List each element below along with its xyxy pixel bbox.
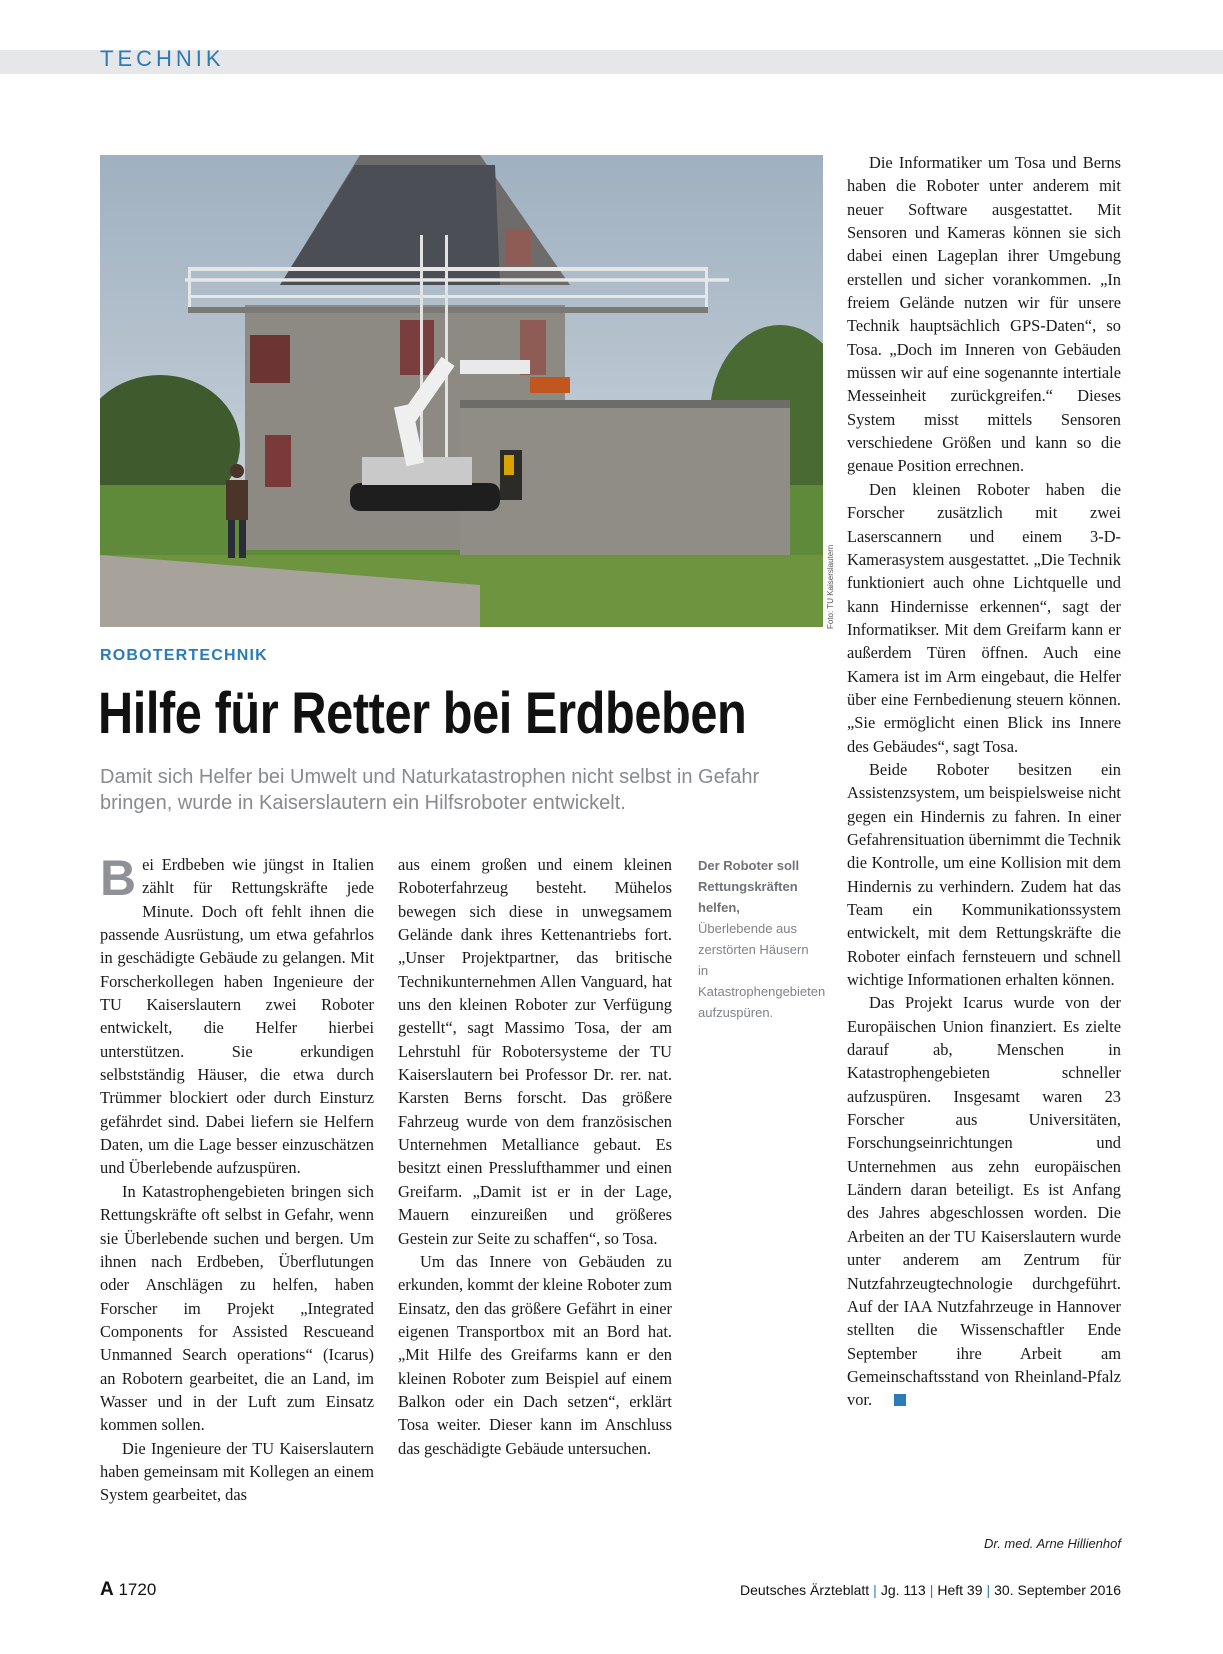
- paragraph: Um das Innere von Gebäuden zu erkunden, kommt der kleine Roboter zum Einsatz, den das größere Gefährt in einer eigenen Transportbox mit an Bord hat. „Mit Hilfe des Greifarms kann er den kleinen Roboter zum Beispiel auf einem Balkon oder ein Dach setzen“, erklärt Tosa weiter. Dieser kann im Anschluss das geschädigte Gebäude untersuchen.: [398, 1251, 673, 1458]
- article-headline: Hilfe für Retter bei Erdbeben: [98, 681, 747, 746]
- photo-caption: [698, 855, 826, 1023]
- article-kicker: ROBOTERTECHNIK: [100, 647, 268, 664]
- drop-cap: B: [100, 850, 137, 906]
- page-number-value: 1720: [118, 1580, 157, 1599]
- journal-volume: Jg. 113: [880, 1582, 926, 1598]
- author-name: Dr. med. Arne Hillienhof: [983, 1536, 1121, 1551]
- journal-info: [740, 1582, 1121, 1598]
- page-prefix: A: [100, 1579, 114, 1600]
- separator: |: [929, 1582, 934, 1598]
- paragraph: [100, 850, 374, 1180]
- end-mark-icon: [894, 1394, 906, 1406]
- paragraph: Die Ingenieure der TU Kaiserslautern haben gemeinsam mit Kollegen an einem System gearbeitet, das: [100, 1438, 374, 1505]
- journal-issue: Heft 39: [937, 1582, 983, 1598]
- paragraph: Den kleinen Roboter haben die Forscher zusätzlich mit zwei Laserscannern und einem 3-D-Kamerasystem ausgestattet. „Die Technik funktioniert auch ohne Lichtquelle und kann Hindernisse erkennen“, sagt der Informatikser. Mit dem Greifarm kann er außerdem Türen öffnen. Auch eine Kamera ist im Arm eingebaut, die Helfer über eine Fernbedienung steuern können. „Sie ermöglicht einen Blick ins Innere des Gebäudes“, sagt Tosa.: [847, 479, 1121, 756]
- caption-lead: Der Roboter soll Rettungskräften helfen,: [698, 858, 800, 915]
- paragraph: In Katastrophengebieten bringen sich Rettungskräfte oft selbst in Gefahr, wenn sie Überlebende suchen und bergen. Um ihnen nach Erdbeben, Überflutungen oder Anschlägen zu helfen, haben Forscher im Projekt „Integrated Components for Assisted Rescueand Unmanned Search operations“ (Icarus) an Robotern gearbeitet, die an Land, im Wasser und in der Luft zum Einsatz kommen sollen.: [100, 1181, 374, 1435]
- text-column-1: [100, 850, 374, 1507]
- robot-building-illustration: [100, 155, 823, 627]
- text-column-2: [398, 853, 672, 1460]
- paragraph: [847, 991, 1121, 1411]
- photo-credit: Foto: TU Kaiserslautern: [826, 544, 835, 629]
- paragraph: Beide Roboter besitzen ein Assistenzsystem, um beispielsweise nicht gegen ein Hindernis zu fahren. In einer Gefahrensituation übernimmt die Technik die Kontrolle, um eine Kollision mit dem Hindernis zu verhindern. Zudem hat das Team ein Kommunikationssystem entwickelt, mit dem Rettungskräfte die Roboter einfach fernsteuern und schnell wichtige Informationen erhalten können.: [847, 759, 1121, 990]
- article-subtitle: Damit sich Helfer bei Umwelt und Naturkatastrophen nicht selbst in Gefahr bringen, wurde in Kaiserslautern ein Hilfsroboter entwickelt.: [100, 766, 760, 814]
- journal-date: 30. September 2016: [994, 1582, 1121, 1598]
- journal-name: Deutsches Ärzteblatt: [740, 1582, 870, 1598]
- paragraph-text: ei Erdbeben wie jüngst in Italien zählt für Rettungskräfte jede Minute. Doch oft fehlt ihnen die passende Ausrüstung, um etwa gefahrlos in geschädigte Gebäude zu gelangen. Mit Forscherkollegen haben Ingenieure der TU Kaiserslautern zwei Roboter entwickelt, die Helfer hierbei unterstützen. Sie erkundigen selbstständig Häuser, die etwa durch Trümmer blockiert oder durch Einsturz gefährdet sind. Dabei liefern sie Helfern Daten, um die Lage besser einzuschätzen und Überlebende aufzuspüren.: [100, 855, 374, 1178]
- text-column-3: [847, 151, 1121, 1412]
- article-photo: [100, 155, 823, 627]
- separator: |: [873, 1582, 877, 1598]
- paragraph: Die Informatiker um Tosa und Berns haben die Roboter unter anderem mit neuer Software ausgestattet. Mit Sensoren und Kameras können sie sich dabei einen Lageplan ihrer Umgebung erstellen und sicher vorankommen. „In freiem Gelände nutzen wir für unsere Technik hauptsächlich GPS-Daten“, so Tosa. „Doch im Inneren von Gebäuden müssen wir auf eine sogenannte intertiale Messeinheit zurückgreifen.“ Dieses System misst mittels Sensoren verschiedene Größen und kann so die genaue Position errechnen.: [847, 153, 1121, 476]
- paragraph-text: Das Projekt Icarus wurde von der Europäischen Union finanziert. Es zielte darauf ab, Menschen in Katastrophengebieten schneller aufzuspüren. Insgesamt waren 23 Forscher aus Universitäten, Forschungseinrichtungen und Unternehmen aus zehn europäischen Ländern daran beteiligt. Es ist Anfang des Jahres abgeschlossen worden. Die Arbeiten an der TU Kaiserslautern wurde unter anderem am Zentrum für Nutzfahrzeugtechnologie durchgeführt. Auf der IAA Nutzfahrzeuge in Hannover stellten die Wissenschaftler Ende September ihre Arbeit am Gemeinschaftsstand von Rheinland-Pfalz vor.: [847, 993, 1121, 1410]
- section-label: TECHNIK: [100, 46, 225, 71]
- caption-text: Überlebende aus zerstörten Häusern in Katastrophengebieten aufzuspüren.: [698, 921, 826, 1020]
- separator: |: [986, 1582, 991, 1598]
- page-number: [100, 1579, 156, 1601]
- paragraph: aus einem großen und einem kleinen Roboterfahrzeug besteht. Mühelos bewegen sich diese in unwegsamem Gelände dank ihres Kettenantriebs fort. „Unser Projektpartner, das britische Technikunternehmen Allen Vanguard, hat uns den kleinen Roboter zur Verfügung gestellt“, sagt Massimo Tosa, der am Lehrstuhl für Robotersysteme der TU Kaiserslautern bei Professor Dr. rer. nat. Karsten Berns forscht. Das größere Fahrzeug wurde von dem französischen Unternehmen Metalliance gebaut. Es besitzt einen Presslufthammer und einen Greifarm. „Damit ist er in der Lage, Mauern einzureißen und größeres Gestein zur Seite zu schaffen“, so Tosa.: [398, 855, 672, 1248]
